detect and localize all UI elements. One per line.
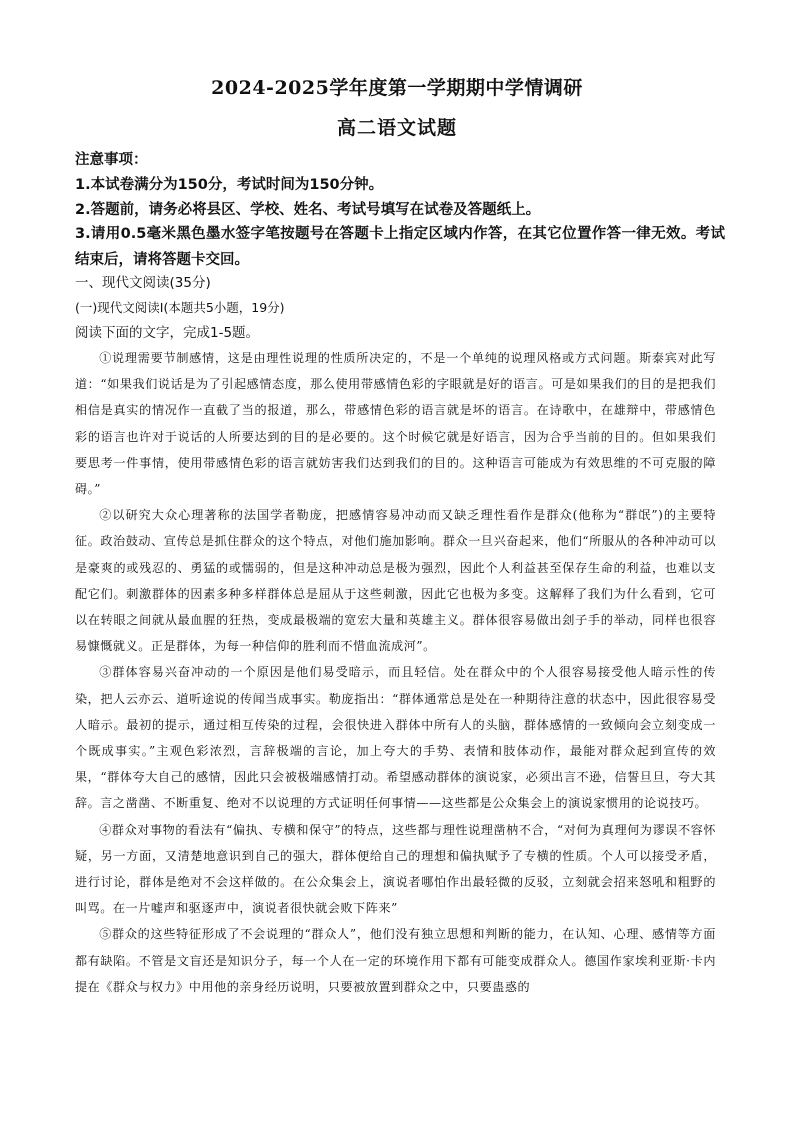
exam-title: 2024-2025学年度第一学期期中学情调研	[211, 77, 583, 99]
section-heading: 一、现代文阅读(35分)	[75, 275, 211, 291]
passage-paragraph-1: ①说理需要节制感情，这是由理性说理的性质所决定的，不是一个单纯的说理风格或方式问题。斯泰宾对此写道：“如果我们说话是为了引起感情态度，那么使用带感情色彩的字眼就是好的语言。可是如果我们的目的是把我们相信是真实的情况作一直截了当的报道，那么，带感情色彩的语言就是坏的语言。在诗歌中，在雄辩中，带感情色彩的语言也许对于说话的人所要达到的目的是必要的。这个时候它就是好语言，因为合乎当前的目的。但如果我们要思考一件事情，使用带感情色彩的语言就妨害我们达到我们的目的。这种语言可能成为有效思维的不可克服的障碍。”	[75, 351, 716, 497]
passage-paragraph-5: ⑤群众的这些特征形成了不会说理的“群众人”，他们没有独立思想和判断的能力，在认知、心理、感情等方面都有缺陷。不管是文盲还是知识分子，每一个人在一定的环境作用下都有可能变成群众人。德国作家埃利亚斯·卡内提在《群众与权力》中用他的亲身经历说明，只要被放置到群众之中，只要蛊惑的	[75, 927, 716, 994]
passage-paragraph-4: ④群众对事物的看法有“偏执、专横和保守”的特点，这些都与理性说理凿枘不合，“对何为真理何为谬误不容怀疑，另一方面，又清楚地意识到自己的强大，群体便给自己的理想和偏执赋予了专横的性质。个人可以接受矛盾，进行讨论，群体是绝对不会这样做的。在公众集会上，演说者哪怕作出最轻微的反驳，立刻就会招来怒吼和粗野的叫骂。在一片嘘声和驱逐声中，演说者很快就会败下阵来”	[75, 822, 716, 916]
notice-item-1: 1.本试卷满分为150分，考试时间为150分钟。	[75, 177, 384, 193]
notice-heading: 注意事项：	[75, 152, 148, 168]
notice-item-3: 3.请用0.5毫米黑色墨水签字笔按题号在答题卡上指定区域内作答，在其它位置作答一律无效。考试结束后，请将答题卡交回。	[75, 226, 725, 268]
exam-subtitle: 高二语文试题	[336, 117, 457, 139]
passage	[75, 345, 716, 1000]
passage-paragraph-3: ③群体容易兴奋冲动的一个原因是他们易受暗示，而且轻信。处在群众中的个人很容易接受他人暗示性的传染，把人云亦云、道听途说的传闻当成事实。勒庞指出：“群体通常总是处在一种期待注意的状态中，因此很容易受人暗示。最初的提示，通过相互传染的过程，会很快进入群体中所有人的头脑，群体感情的一致倾向会立刻变成一个既成事实。”主观色彩浓烈，言辞极端的言论，加上夸大的手势、表情和肢体动作，最能对群众起到宣传的效果，“群体夸大自己的感情，因此只会被极端感情打动。希望感动群体的演说家，必须出言不逊，信誓旦旦，夸大其辞。言之凿凿、不断重复、绝对不以说理的方式证明任何事情——这些都是公众集会上的演说家惯用的论说技巧。	[75, 665, 716, 811]
reading-instruction: 阅读下面的文字，完成1-5题。	[75, 325, 260, 341]
notice-item-2: 2.答题前，请务必将县区、学校、姓名、考试号填写在试卷及答题纸上。	[75, 202, 541, 218]
section-subheading: (一)现代文阅读Ⅰ(本题共5小题，19分)	[75, 300, 285, 315]
passage-paragraph-2: ②以研究大众心理著称的法国学者勒庞，把感情容易冲动而又缺乏理性看作是群众(他称为“群氓”)的主要特征。政治鼓动、宣传总是抓住群众的这个特点，对他们施加影响。群众一旦兴奋起来，他们“所服从的各种冲动可以是豪爽的或残忍的、勇猛的或懦弱的，但是这种冲动总是极为强烈，因此个人利益甚至保存生命的利益，也难以支配它们。刺激群体的因素多种多样群体总是屈从于这些刺激，因此它也极为多变。这解释了我们为什么看到，它可以在转眼之间就从最血腥的狂热，变成最极端的宽宏大量和英雄主义。群体很容易做出刽子手的举动，同样也很容易慷慨就义。正是群体，为每一种信仰的胜利而不惜血流成河”。	[75, 508, 716, 654]
